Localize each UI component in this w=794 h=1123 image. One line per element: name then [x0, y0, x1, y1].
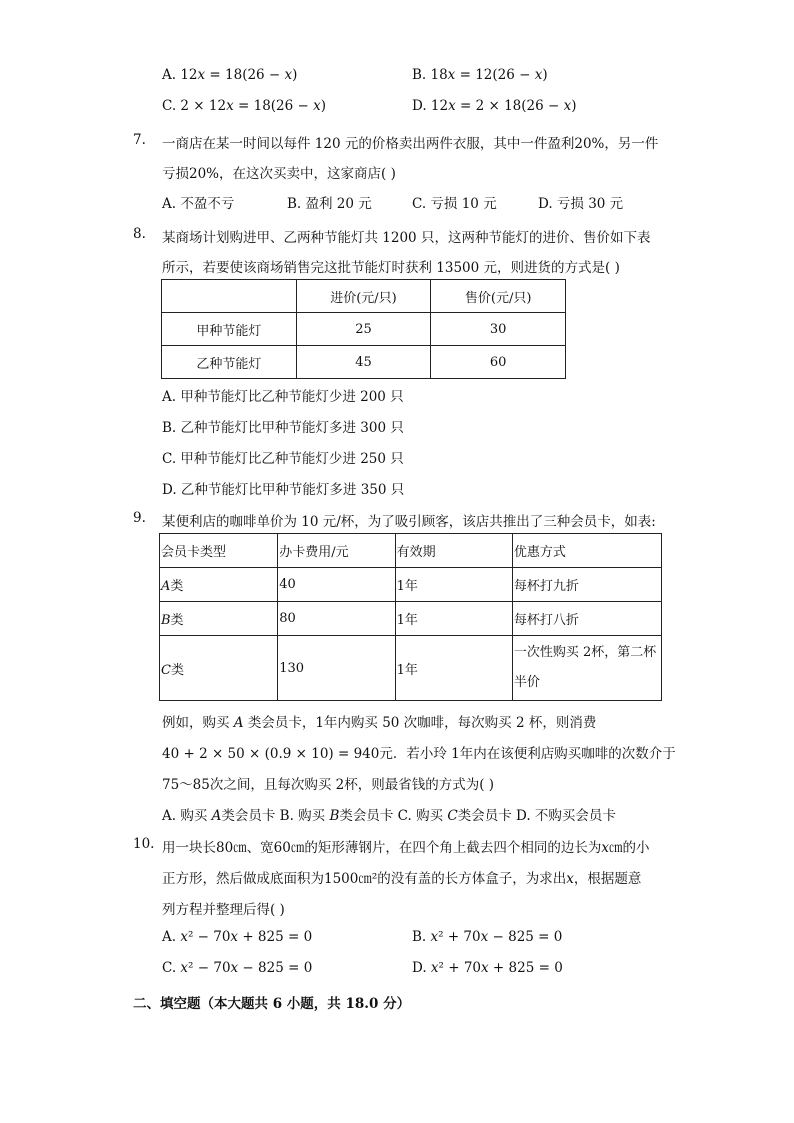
q7-option-c: C. 亏损 10 元	[412, 196, 497, 212]
table-cell: 1年	[395, 636, 512, 701]
table-row	[160, 568, 662, 602]
table-cell: 30	[431, 313, 566, 346]
table-cell: 进价(元/只)	[296, 280, 431, 313]
table-cell: 45	[296, 346, 431, 379]
table-cell: 25	[296, 313, 431, 346]
table-cell: 60	[431, 346, 566, 379]
table-cell-line: 一次性购买 2杯，第二杯	[513, 645, 657, 660]
q9-member-card-table	[159, 533, 662, 701]
q8-option-c: C. 甲种节能灯比乙种节能灯少进 250 只	[162, 451, 404, 467]
table-cell: 乙种节能灯	[162, 346, 297, 379]
table-cell: 每杯打九折	[512, 568, 661, 602]
table-cell	[162, 280, 297, 313]
q7-number: 7.	[133, 132, 146, 148]
q7-stem-line1: 一商店在某一时间以每件 120 元的价格卖出两件衣服，其中一件盈利20%，另一件	[162, 136, 659, 152]
q6-option-c: C. 2 × 12𝑥 = 18(26 − 𝑥)	[162, 98, 326, 114]
q8-option-a: A. 甲种节能灯比乙种节能灯少进 200 只	[162, 389, 404, 405]
table-cell: 甲种节能灯	[162, 313, 297, 346]
q9-options: A. 购买 𝐴类会员卡 B. 购买 𝐵类会员卡 C. 购买 𝐶类会员卡 D. 不购买会员卡	[162, 808, 616, 824]
q10-stem-line2: 正方形，然后做成底面积为1500㎝²的没有盖的长方体盒子，为求出𝑥，根据题意	[162, 871, 642, 887]
q8-stem-line2: 所示，若要使该商场销售完这批节能灯时获利 13500 元，则进货的方式是( )	[162, 260, 620, 276]
q8-stem-line1: 某商场计划购进甲、乙两种节能灯共 1200 只，这两种节能灯的进价、售价如下表	[162, 230, 651, 246]
table-cell-line: 半价	[513, 675, 540, 690]
q9-example-line1: 例如，购买 𝐴 类会员卡，1年内购买 50 次咖啡，每次购买 2 杯，则消费	[162, 715, 597, 731]
table-cell: 80	[278, 602, 395, 636]
table-row	[160, 636, 662, 701]
q7-option-d: D. 亏损 30 元	[538, 196, 624, 212]
q10-option-a: A. 𝑥² − 70𝑥 + 825 = 0	[162, 929, 313, 945]
table-header-row	[162, 280, 566, 313]
q10-option-b: B. 𝑥² + 70𝑥 − 825 = 0	[412, 929, 563, 945]
q6-option-b: B. 18𝑥 = 12(26 − 𝑥)	[412, 67, 548, 83]
q6-option-d: D. 12𝑥 = 2 × 18(26 − 𝑥)	[412, 98, 577, 114]
q6-option-a: A. 12𝑥 = 18(26 − 𝑥)	[162, 67, 298, 83]
table-cell: 优惠方式	[512, 534, 661, 568]
table-cell	[512, 636, 661, 701]
q7-stem-line2: 亏损20%，在这次买卖中，这家商店( )	[162, 166, 396, 182]
table-cell: 1年	[395, 568, 512, 602]
section-heading-fill-in: 二、填空题（本大题共 6 小题，共 18.0 分）	[133, 996, 411, 1012]
q10-option-d: D. 𝑥² + 70𝑥 + 825 = 0	[412, 960, 563, 976]
table-cell: 𝐶类	[160, 636, 278, 701]
q10-number: 10.	[133, 836, 155, 852]
table-cell: 40	[278, 568, 395, 602]
table-cell: 𝐴类	[160, 568, 278, 602]
table-row	[162, 346, 566, 379]
table-cell: 每杯打八折	[512, 602, 661, 636]
table-cell: 130	[278, 636, 395, 701]
q9-stem-line1: 某便利店的咖啡单价为 10 元/杯，为了吸引顾客，该店共推出了三种会员卡，如表:	[162, 514, 656, 530]
table-cell: 𝐵类	[160, 602, 278, 636]
q10-stem-line1: 用一块长80㎝、宽60㎝的矩形薄钢片，在四个角上截去四个相同的边长为𝑥㎝的小	[162, 840, 650, 856]
q8-option-d: D. 乙种节能灯比甲种节能灯多进 350 只	[162, 482, 405, 498]
q9-example-line3: 75～85次之间，且每次购买 2杯，则最省钱的方式为( )	[162, 777, 495, 793]
q9-example-line2: 40 + 2 × 50 × (0.9 × 10) = 940元．若小玲 1年内在该便利店购买咖啡的次数介于	[162, 746, 676, 762]
table-cell: 1年	[395, 602, 512, 636]
q7-option-b: B. 盈利 20 元	[287, 196, 372, 212]
q8-option-b: B. 乙种节能灯比甲种节能灯多进 300 只	[162, 420, 404, 436]
table-row	[160, 602, 662, 636]
table-cell: 办卡费用/元	[278, 534, 395, 568]
table-cell: 会员卡类型	[160, 534, 278, 568]
q10-option-c: C. 𝑥² − 70𝑥 − 825 = 0	[162, 960, 313, 976]
q8-price-table	[161, 279, 566, 379]
q9-number: 9.	[133, 510, 146, 526]
table-cell: 有效期	[395, 534, 512, 568]
q8-number: 8.	[133, 226, 146, 242]
q7-option-a: A. 不盈不亏	[162, 196, 235, 212]
table-header-row	[160, 534, 662, 568]
table-cell: 售价(元/只)	[431, 280, 566, 313]
table-row	[162, 313, 566, 346]
q10-stem-line3: 列方程并整理后得( )	[162, 902, 285, 918]
